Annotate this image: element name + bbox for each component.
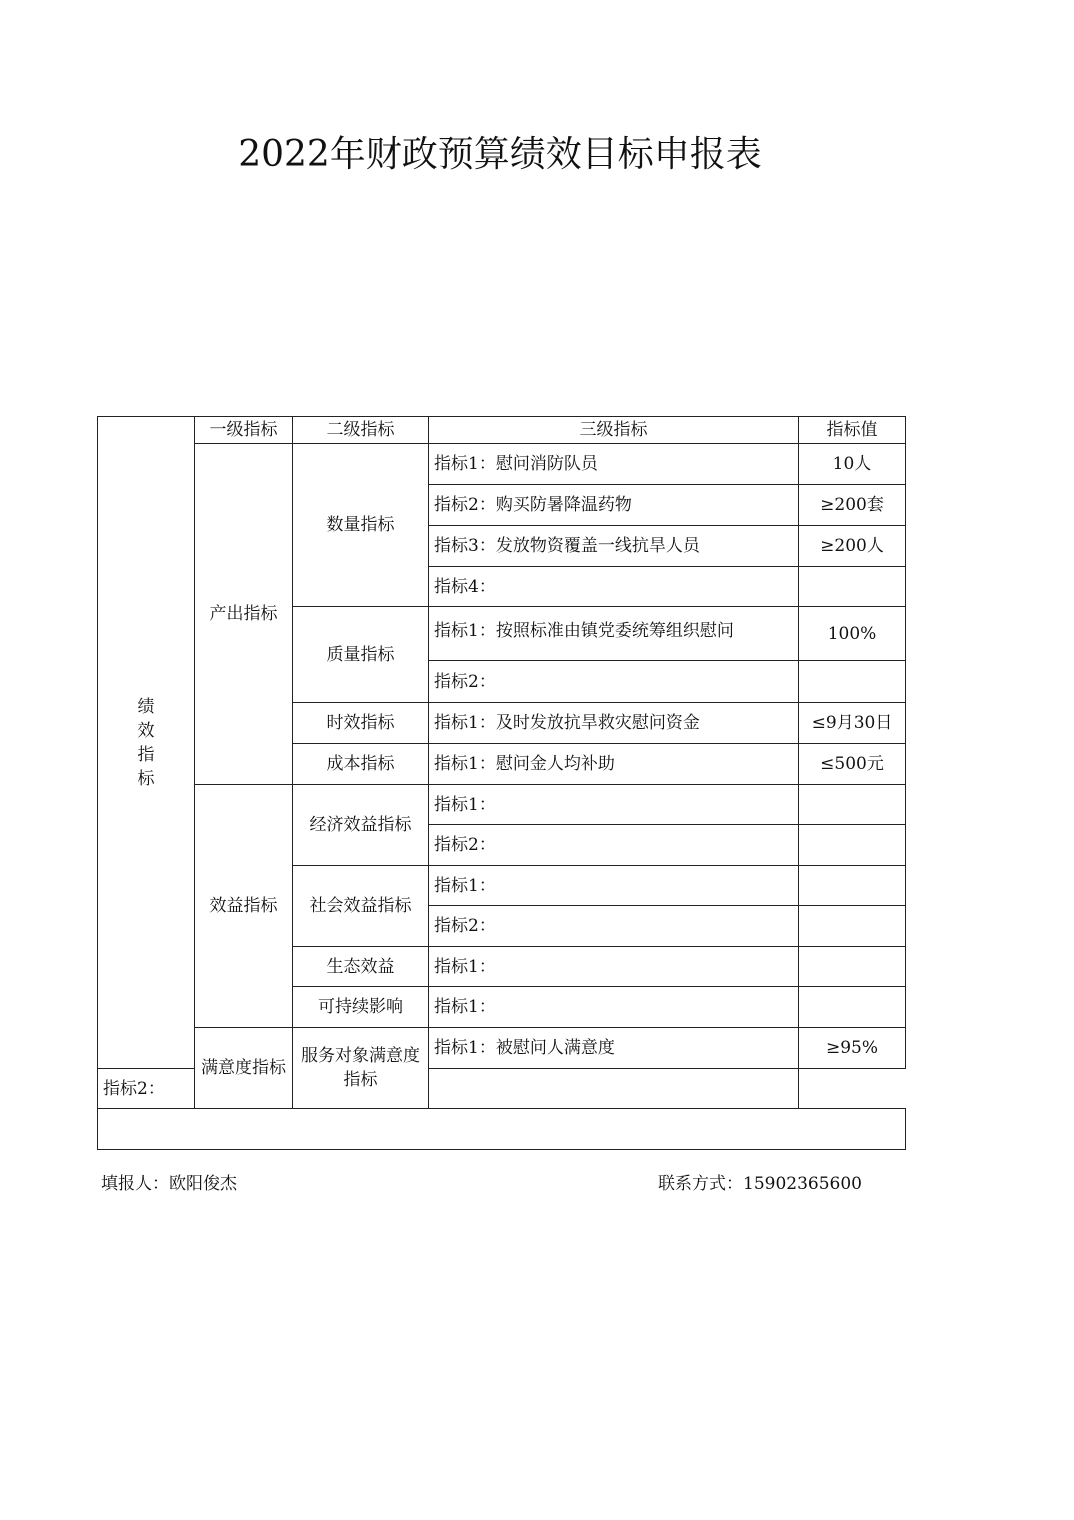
quality-indicator-1: 指标1：按照标准由镇党委统筹组织慰问 [429,607,799,661]
quantity-value-2: ≥200套 [799,485,906,526]
econ-value-1 [799,785,906,825]
sustain-label: 可持续影响 [293,987,429,1028]
eco-value-1 [799,947,906,987]
output-label: 产出指标 [195,444,293,785]
col-level3: 三级指标 [429,417,799,444]
social-indicator-1: 指标1： [429,866,799,906]
quality-label: 质量指标 [293,607,429,703]
econ-value-2 [799,825,906,866]
col-level2: 二级指标 [293,417,429,444]
cost-value-1: ≤500元 [799,744,906,785]
social-value-2 [799,906,906,947]
indicator-header-row [98,417,906,444]
quantity-indicator-2: 指标2：购买防暑降温药物 [429,485,799,526]
satisfaction-indicator-2: 指标2： [98,1069,195,1109]
blank-row [98,1109,906,1150]
filler-name: 填报人：欧阳俊杰 [101,1174,237,1194]
blank-cell [98,1109,906,1150]
col-level1: 一级指标 [195,417,293,444]
quantity-indicator-3: 指标3：发放物资覆盖一线抗旱人员 [429,526,799,567]
social-value-1 [799,866,906,906]
quantity-indicator-4: 指标4： [429,567,799,607]
indicator-section-label: 绩效指标 [98,417,195,1069]
quantity-value-1: 10人 [799,444,906,485]
satisfaction-label: 满意度指标 [195,1028,293,1109]
sustain-value-1 [799,987,906,1028]
cost-label: 成本指标 [293,744,429,785]
quantity-value-4 [799,567,906,607]
satisfaction-value-1: ≥95% [799,1028,906,1069]
page-title: 2022年财政预算绩效目标申报表 [238,134,762,175]
timeliness-value-1: ≤9月30日 [799,703,906,744]
benefit-label: 效益指标 [195,785,293,1028]
timeliness-indicator-1: 指标1：及时发放抗旱救灾慰问资金 [429,703,799,744]
table-row [98,444,906,485]
col-value: 指标值 [799,417,906,444]
eco-label: 生态效益 [293,947,429,987]
satisfaction-indicator-1: 指标1：被慰问人满意度 [429,1028,799,1069]
indicator-table [97,416,906,1150]
econ-label: 经济效益指标 [293,785,429,866]
quantity-label: 数量指标 [293,444,429,607]
quality-value-1: 100% [799,607,906,661]
contact-info: 联系方式：15902365600 [658,1174,862,1194]
econ-indicator-1: 指标1： [429,785,799,825]
econ-indicator-2: 指标2： [429,825,799,866]
table-row [98,1028,906,1069]
quantity-indicator-1: 指标1：慰问消防队员 [429,444,799,485]
social-label: 社会效益指标 [293,866,429,947]
cost-indicator-1: 指标1：慰问金人均补助 [429,744,799,785]
quality-indicator-2: 指标2： [429,661,799,703]
social-indicator-2: 指标2： [429,906,799,947]
table-row [98,785,906,825]
eco-indicator-1: 指标1： [429,947,799,987]
satisfaction-value-2 [429,1069,799,1109]
quality-value-2 [799,661,906,703]
timeliness-label: 时效指标 [293,703,429,744]
quantity-value-3: ≥200人 [799,526,906,567]
sustain-indicator-1: 指标1： [429,987,799,1028]
service-satisfaction-label: 服务对象满意度指标 [293,1028,429,1109]
